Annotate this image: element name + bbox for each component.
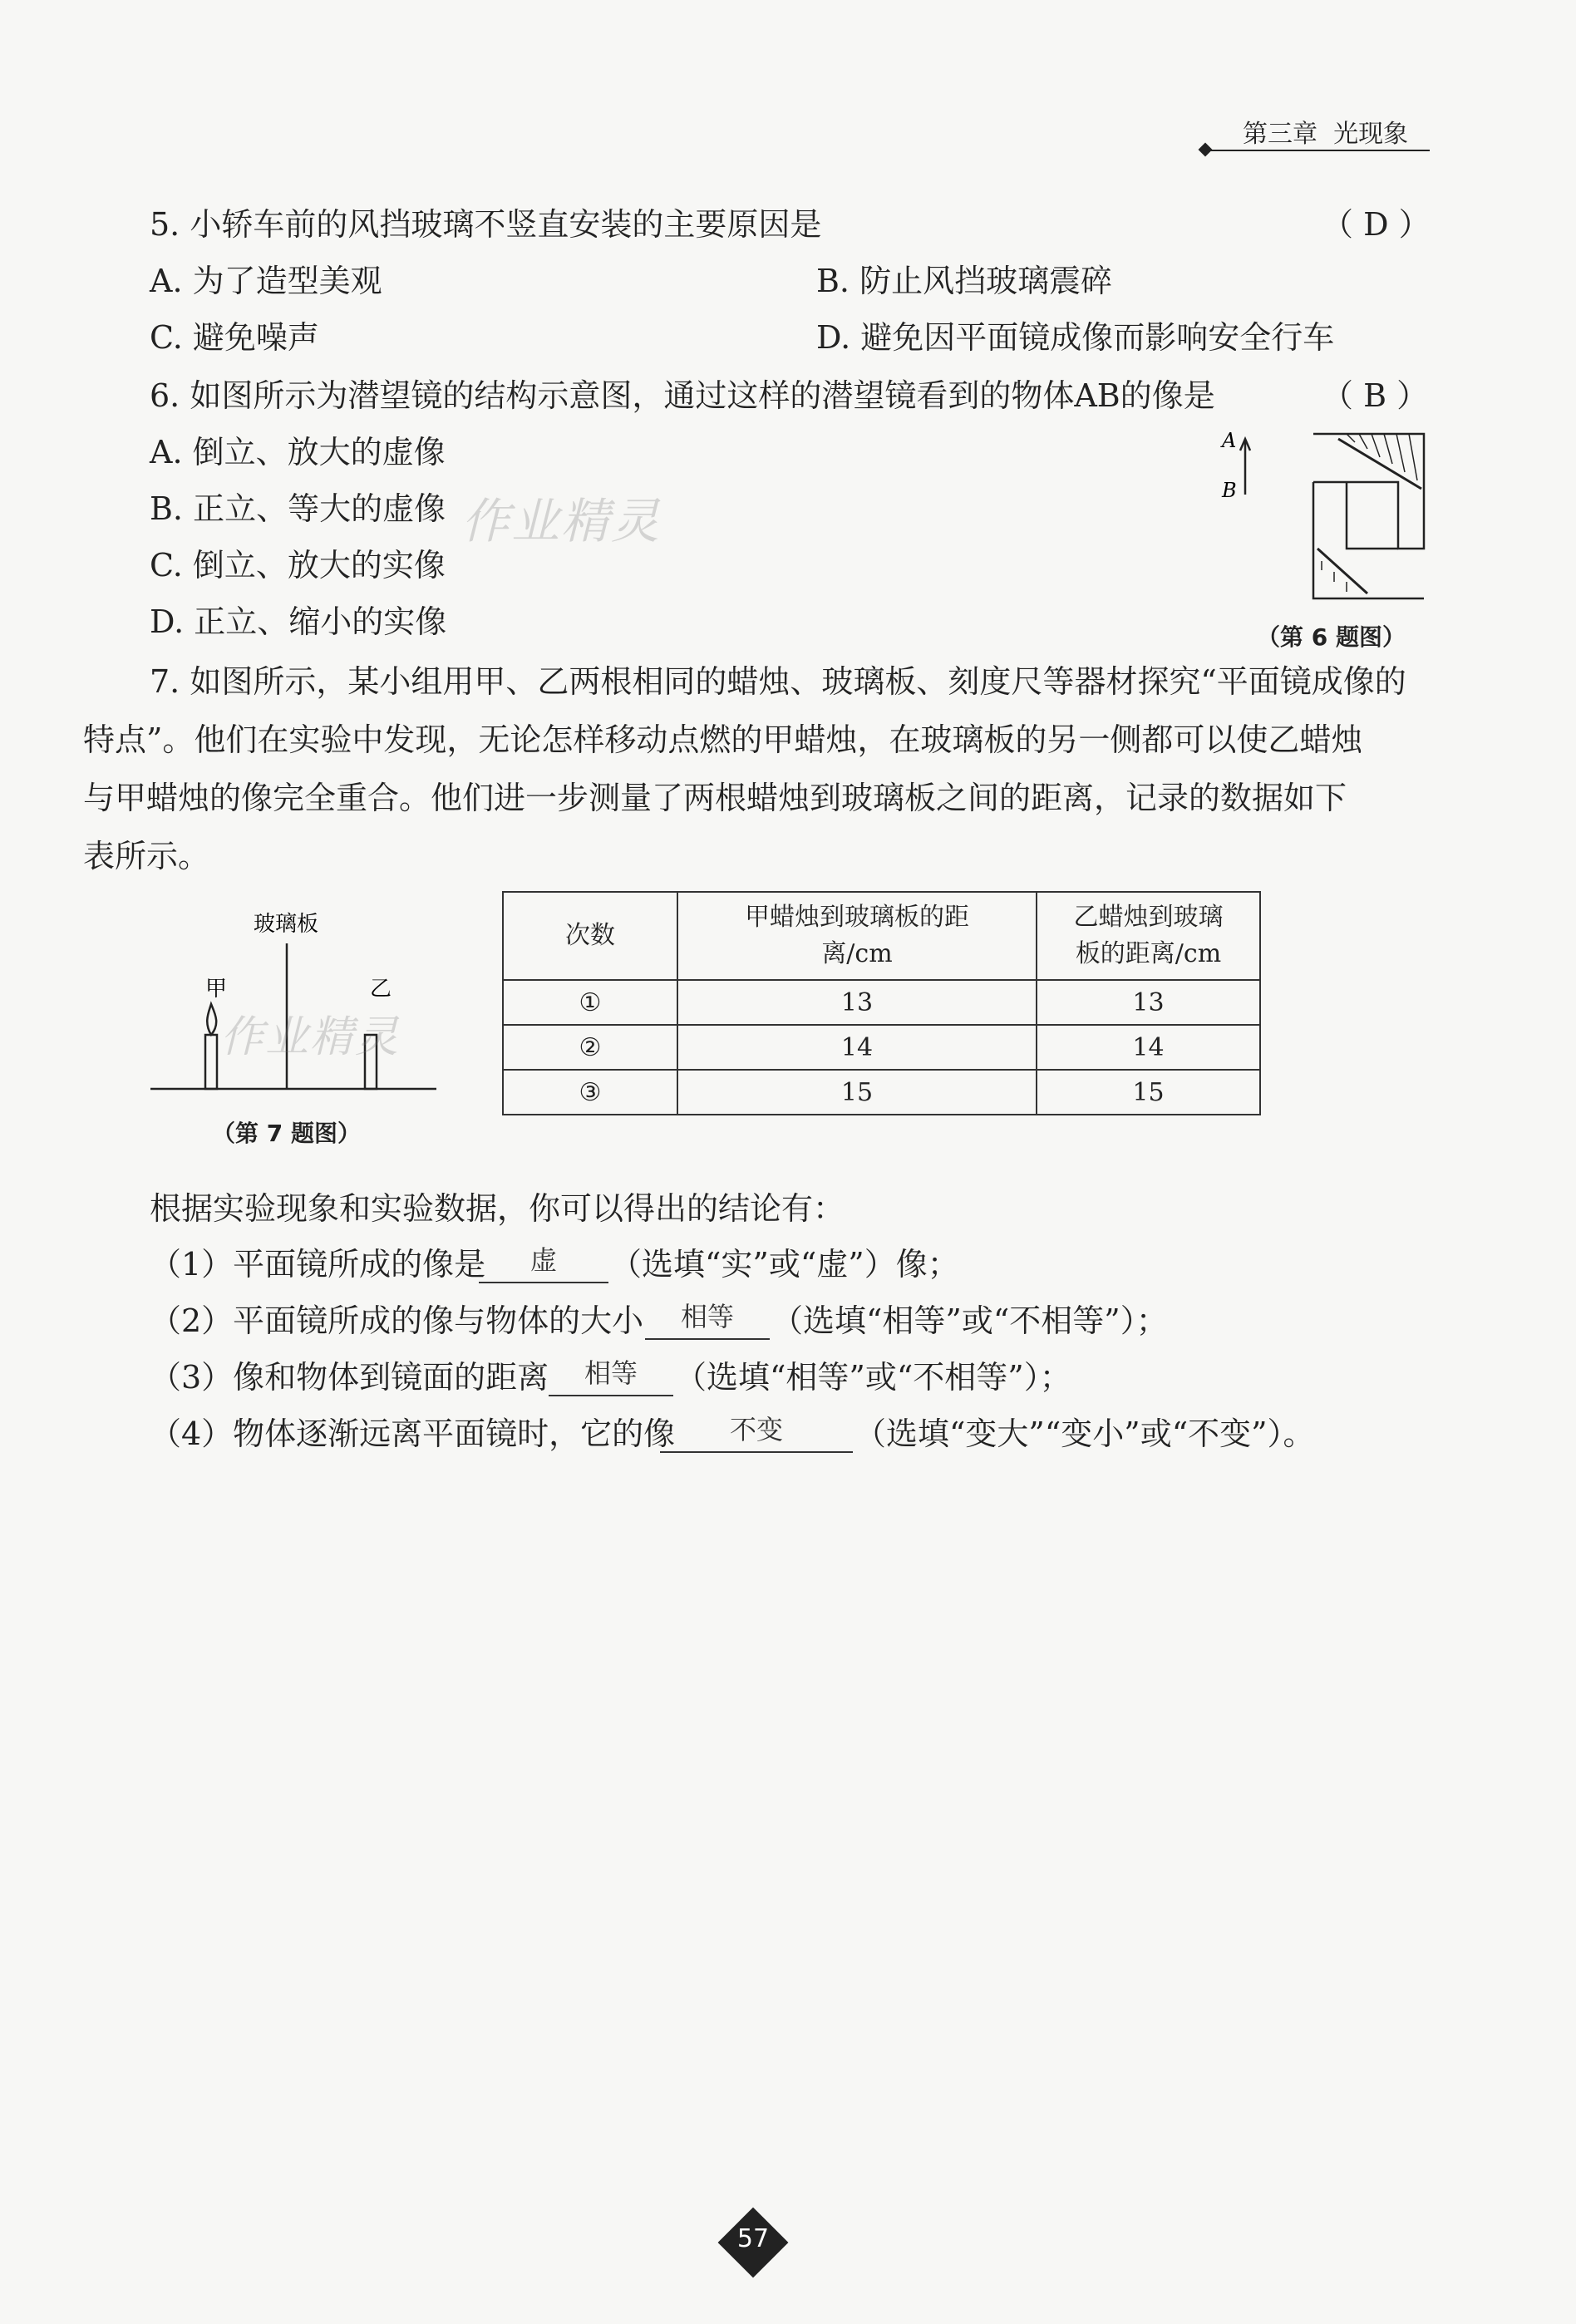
- glass-label: 玻璃板: [254, 912, 319, 937]
- item1-post: （选填“实”或“虚”）像；: [610, 1246, 959, 1283]
- distance-table: [502, 891, 1261, 1115]
- conclusion-intro: 根据实验现象和实验数据，你可以得出的结论有：: [150, 1190, 845, 1227]
- q5-option-b: B. 防止风挡玻璃震碎: [816, 263, 1113, 299]
- item3-pre: （3）像和物体到镜面的距离: [150, 1359, 549, 1396]
- chapter-label: 第三章: [1243, 120, 1317, 149]
- col-header-trial: 次数: [503, 892, 677, 980]
- item4-pre: （4）物体逐渐远离平面镜时，它的像: [150, 1416, 676, 1452]
- watermark-2: 作业精灵: [220, 1012, 401, 1062]
- periscope-figure: [1214, 416, 1438, 615]
- cell: 13: [1037, 980, 1260, 1025]
- chapter-header: [1243, 113, 1408, 150]
- cell: 15: [1037, 1070, 1260, 1115]
- item1-pre: （1）平面镜所成的像是: [150, 1246, 486, 1283]
- item2-answer-blank[interactable]: 相等: [645, 1300, 770, 1340]
- cell: 15: [677, 1070, 1037, 1115]
- q6-option-a: A. 倒立、放大的虚像: [150, 434, 446, 470]
- table-row: [503, 1070, 1260, 1115]
- bottom-mirror: [1317, 549, 1367, 593]
- q5-option-d: D. 避免因平面镜成像而影响安全行车: [816, 319, 1335, 356]
- flame-icon: [207, 1004, 216, 1035]
- periscope-upper: [1313, 434, 1424, 549]
- watermark: 作业精灵: [461, 493, 662, 549]
- chapter-title: 光现象: [1333, 120, 1409, 149]
- table-row: [503, 980, 1260, 1025]
- item3-post: （选填“相等”或“不相等”）；: [675, 1359, 1071, 1396]
- periscope-lower-left: [1313, 482, 1424, 598]
- cell: 14: [1037, 1025, 1260, 1070]
- item1-answer-blank[interactable]: 虚: [479, 1243, 608, 1283]
- q5-stem: 5. 小轿车前的风挡玻璃不竖直安装的主要原因是: [150, 206, 822, 243]
- q5-option-a: A. 为了造型美观: [150, 263, 382, 299]
- table-row: [503, 1025, 1260, 1070]
- item3-answer-blank[interactable]: 相等: [549, 1356, 673, 1396]
- label-b: B: [1222, 479, 1237, 502]
- item4-post: （选填“变大”“变小”或“不变”）。: [854, 1416, 1315, 1452]
- q7-stem-line1: 7. 如图所示，某小组用甲、乙两根相同的蜡烛、玻璃板、刻度尺等器材探究“平面镜成像的: [150, 663, 1406, 700]
- cell: ③: [503, 1070, 677, 1115]
- label-a: A: [1222, 429, 1237, 452]
- q5-option-c: C. 避免噪声: [150, 319, 319, 356]
- col-header-a: 甲蜡烛到玻璃板的距离/cm: [677, 892, 1037, 980]
- col-header-b: 乙蜡烛到玻璃板的距离/cm: [1037, 892, 1260, 980]
- q6-answer: （ B ）: [1322, 377, 1429, 414]
- q6-option-c: C. 倒立、放大的实像: [150, 547, 446, 583]
- q7-caption: （第 7 题图）: [212, 1120, 361, 1147]
- item2-post: （选填“相等”或“不相等”）；: [771, 1302, 1168, 1339]
- header-rule: [1209, 150, 1430, 151]
- q7-stem-line4: 表所示。: [83, 838, 210, 874]
- q5-answer: （ D ）: [1322, 206, 1431, 243]
- cell: 13: [677, 980, 1037, 1025]
- cell: ②: [503, 1025, 677, 1070]
- candle-a-label: 甲: [205, 977, 228, 1002]
- cell: 14: [677, 1025, 1037, 1070]
- q6-option-b: B. 正立、等大的虚像: [150, 490, 446, 527]
- item4-answer-blank[interactable]: 不变: [660, 1413, 853, 1453]
- cell: ①: [503, 980, 677, 1025]
- q7-stem-line2: 特点”。他们在实验中发现，无论怎样移动点燃的甲蜡烛，在玻璃板的另一侧都可以使乙蜡烛: [83, 721, 1363, 758]
- q6-option-d: D. 正立、缩小的实像: [150, 603, 447, 640]
- q7-stem-line3: 与甲蜡烛的像完全重合。他们进一步测量了两根蜡烛到玻璃板之间的距离，记录的数据如下: [83, 780, 1347, 816]
- candle-b-label: 乙: [370, 977, 392, 1002]
- page-number: 57: [736, 2224, 770, 2253]
- item2-pre: （2）平面镜所成的像与物体的大小: [150, 1302, 644, 1339]
- q6-caption: （第 6 题图）: [1257, 623, 1406, 651]
- candle-a: [205, 1035, 217, 1089]
- table-header-row: [503, 892, 1260, 980]
- q6-stem: 6. 如图所示为潜望镜的结构示意图，通过这样的潜望镜看到的物体AB的像是: [150, 377, 1215, 414]
